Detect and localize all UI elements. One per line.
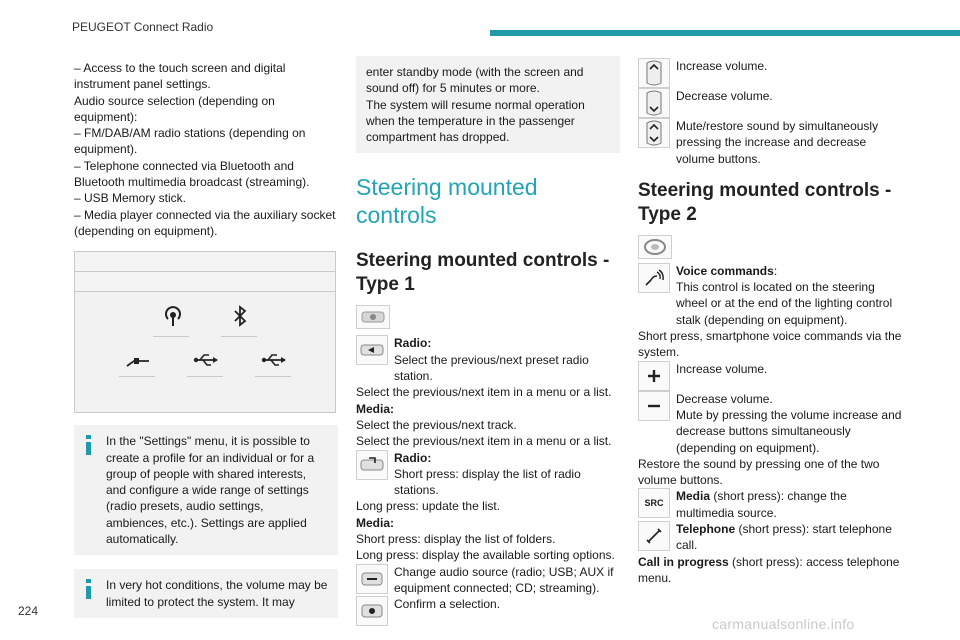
text-line: This control is located on the steering wheel or at the end of the lighting control stalk (depending on equipment). bbox=[676, 280, 893, 327]
text-line: Long press: update the list. bbox=[356, 499, 501, 514]
label: Radio: bbox=[394, 450, 432, 465]
text-line: – USB Memory stick. bbox=[74, 191, 187, 206]
control-row bbox=[638, 391, 902, 456]
control-row bbox=[638, 263, 902, 328]
note-text: In the "Settings" menu, it is possible to create a profile for an individual or for a group of people with shared interests, and configure a wide range of settings (radio presets, audio settings, ambiences, etc.). Settings are applied automatically. bbox=[106, 434, 315, 547]
text-line: Mute by pressing the volume increase and decrease buttons simultaneously (depending on equipment). bbox=[676, 407, 902, 455]
text-line: – FM/DAB/AM radio stations (depending on equipment). bbox=[74, 126, 306, 157]
icon-underline bbox=[153, 336, 189, 337]
info-note-heat-continued bbox=[356, 56, 620, 153]
src-button-icon bbox=[638, 488, 670, 518]
text-line: Decrease volume. bbox=[676, 391, 773, 406]
label: Media: bbox=[356, 401, 395, 416]
text-line: Select the previous/next preset radio station. bbox=[394, 352, 589, 384]
radio-icon bbox=[161, 304, 185, 328]
bluetooth-icon bbox=[231, 304, 249, 328]
label: Voice commands bbox=[676, 263, 774, 278]
column-2 bbox=[356, 56, 620, 626]
text-line: – Access to the touch screen and digital instrument panel settings. bbox=[74, 61, 286, 92]
label: Call in progress bbox=[638, 554, 729, 569]
control-row bbox=[638, 118, 902, 167]
text-line: Short press: display the list of radio stations. bbox=[394, 466, 581, 498]
text-line: Increase volume. bbox=[676, 361, 768, 376]
aux-jack-icon bbox=[125, 352, 151, 370]
src-label: SRC bbox=[644, 498, 664, 509]
watermark-text: carmanualsonline.info bbox=[712, 616, 855, 632]
text-line: Restore the sound by pressing one of the two volume buttons. bbox=[638, 456, 880, 488]
text-line: (short press): access telephone menu. bbox=[638, 554, 900, 585]
text-line: Increase volume. bbox=[676, 59, 768, 73]
info-icon bbox=[86, 579, 91, 599]
text-line: (short press): change the multimedia source. bbox=[676, 489, 847, 520]
label: Telephone bbox=[676, 522, 736, 537]
steering-wheel-icon bbox=[638, 235, 672, 259]
steering-control-type1-illustration bbox=[356, 305, 620, 329]
source-button-icon bbox=[356, 564, 388, 594]
control-row bbox=[638, 58, 902, 88]
panel-strip bbox=[75, 252, 335, 272]
text-line: Long press: display the available sorting options. bbox=[356, 548, 615, 563]
icon-underline bbox=[221, 336, 257, 337]
plus-icon bbox=[638, 361, 670, 391]
info-note-settings bbox=[74, 425, 338, 555]
mute-control-icon bbox=[638, 118, 670, 148]
text-line: Select the previous/next item in a menu or a list. bbox=[356, 434, 612, 449]
confirm-button-icon bbox=[356, 596, 388, 626]
icon-underline bbox=[187, 376, 223, 377]
control-row bbox=[638, 361, 902, 391]
thumbwheel-press-icon bbox=[356, 450, 388, 480]
text-line: Select the previous/next track. bbox=[356, 417, 517, 432]
text-line: – Media player connected via the auxiliary socket (depending on equipment). bbox=[74, 207, 336, 238]
control-row bbox=[356, 596, 620, 626]
label: Media bbox=[676, 489, 711, 504]
control-row bbox=[356, 450, 620, 499]
header-accent-bar bbox=[490, 30, 960, 36]
usb-icon bbox=[261, 352, 287, 368]
info-icon bbox=[86, 435, 91, 455]
icon-underline bbox=[255, 376, 291, 377]
note-text: In very hot conditions, the volume may be limited to protect the system. It may bbox=[106, 578, 328, 609]
text-line: Mute/restore sound by simultaneously pressing the increase and decrease volume buttons. bbox=[676, 119, 879, 166]
steering-wheel-type2-illustration bbox=[638, 235, 902, 259]
text-line: Audio source selection (depending on equipment): bbox=[74, 93, 275, 124]
column-3 bbox=[638, 58, 902, 586]
text-line: Short press: display the list of folders. bbox=[356, 532, 556, 547]
column-1 bbox=[74, 60, 338, 618]
usb-icon bbox=[193, 352, 219, 368]
text-line: Decrease volume. bbox=[676, 89, 773, 103]
volume-up-control-icon bbox=[638, 58, 670, 88]
section-title: Steering mounted controls bbox=[356, 174, 538, 229]
thumbwheel-icon bbox=[356, 335, 388, 365]
subsection-title-type2: Steering mounted controls - Type 2 bbox=[638, 179, 892, 225]
running-header-title: PEUGEOT Connect Radio bbox=[72, 20, 214, 34]
page-number: 224 bbox=[18, 604, 39, 618]
control-row bbox=[638, 488, 902, 521]
text-line: – Telephone connected via Bluetooth and Bluetooth multimedia broadcast (streaming). bbox=[74, 158, 310, 190]
control-row bbox=[356, 335, 620, 384]
minus-icon bbox=[638, 391, 670, 421]
note-text: enter standby mode (with the screen and sound off) for 5 minutes or more. The system will resume normal operation when the temperature in the passenger compartment has dropped. bbox=[366, 65, 585, 145]
label: Media: bbox=[356, 515, 395, 530]
volume-down-control-icon bbox=[638, 88, 670, 118]
audio-source-panel-illustration bbox=[74, 251, 336, 413]
control-row bbox=[638, 88, 902, 118]
steering-control-icon bbox=[356, 305, 390, 329]
subsection-title-type1: Steering mounted controls - Type 1 bbox=[356, 250, 610, 296]
control-row bbox=[638, 521, 902, 554]
text-line: Short press, smartphone voice commands via the system. bbox=[638, 329, 902, 360]
phone-icon bbox=[638, 521, 670, 551]
text-line: Confirm a selection. bbox=[394, 597, 501, 612]
label: Radio: bbox=[394, 336, 432, 351]
text-line: Select the previous/next item in a menu or a list. bbox=[356, 385, 612, 400]
text-line: Change audio source (radio; USB; AUX if equipment connected; CD; streaming). bbox=[394, 564, 614, 595]
panel-strip bbox=[75, 272, 335, 292]
voice-command-icon bbox=[638, 263, 670, 293]
label-colon: : bbox=[773, 263, 778, 278]
control-row bbox=[356, 564, 620, 597]
text-line: (short press): start telephone call. bbox=[676, 522, 892, 553]
info-note-heat bbox=[74, 569, 338, 618]
icon-underline bbox=[119, 376, 155, 377]
